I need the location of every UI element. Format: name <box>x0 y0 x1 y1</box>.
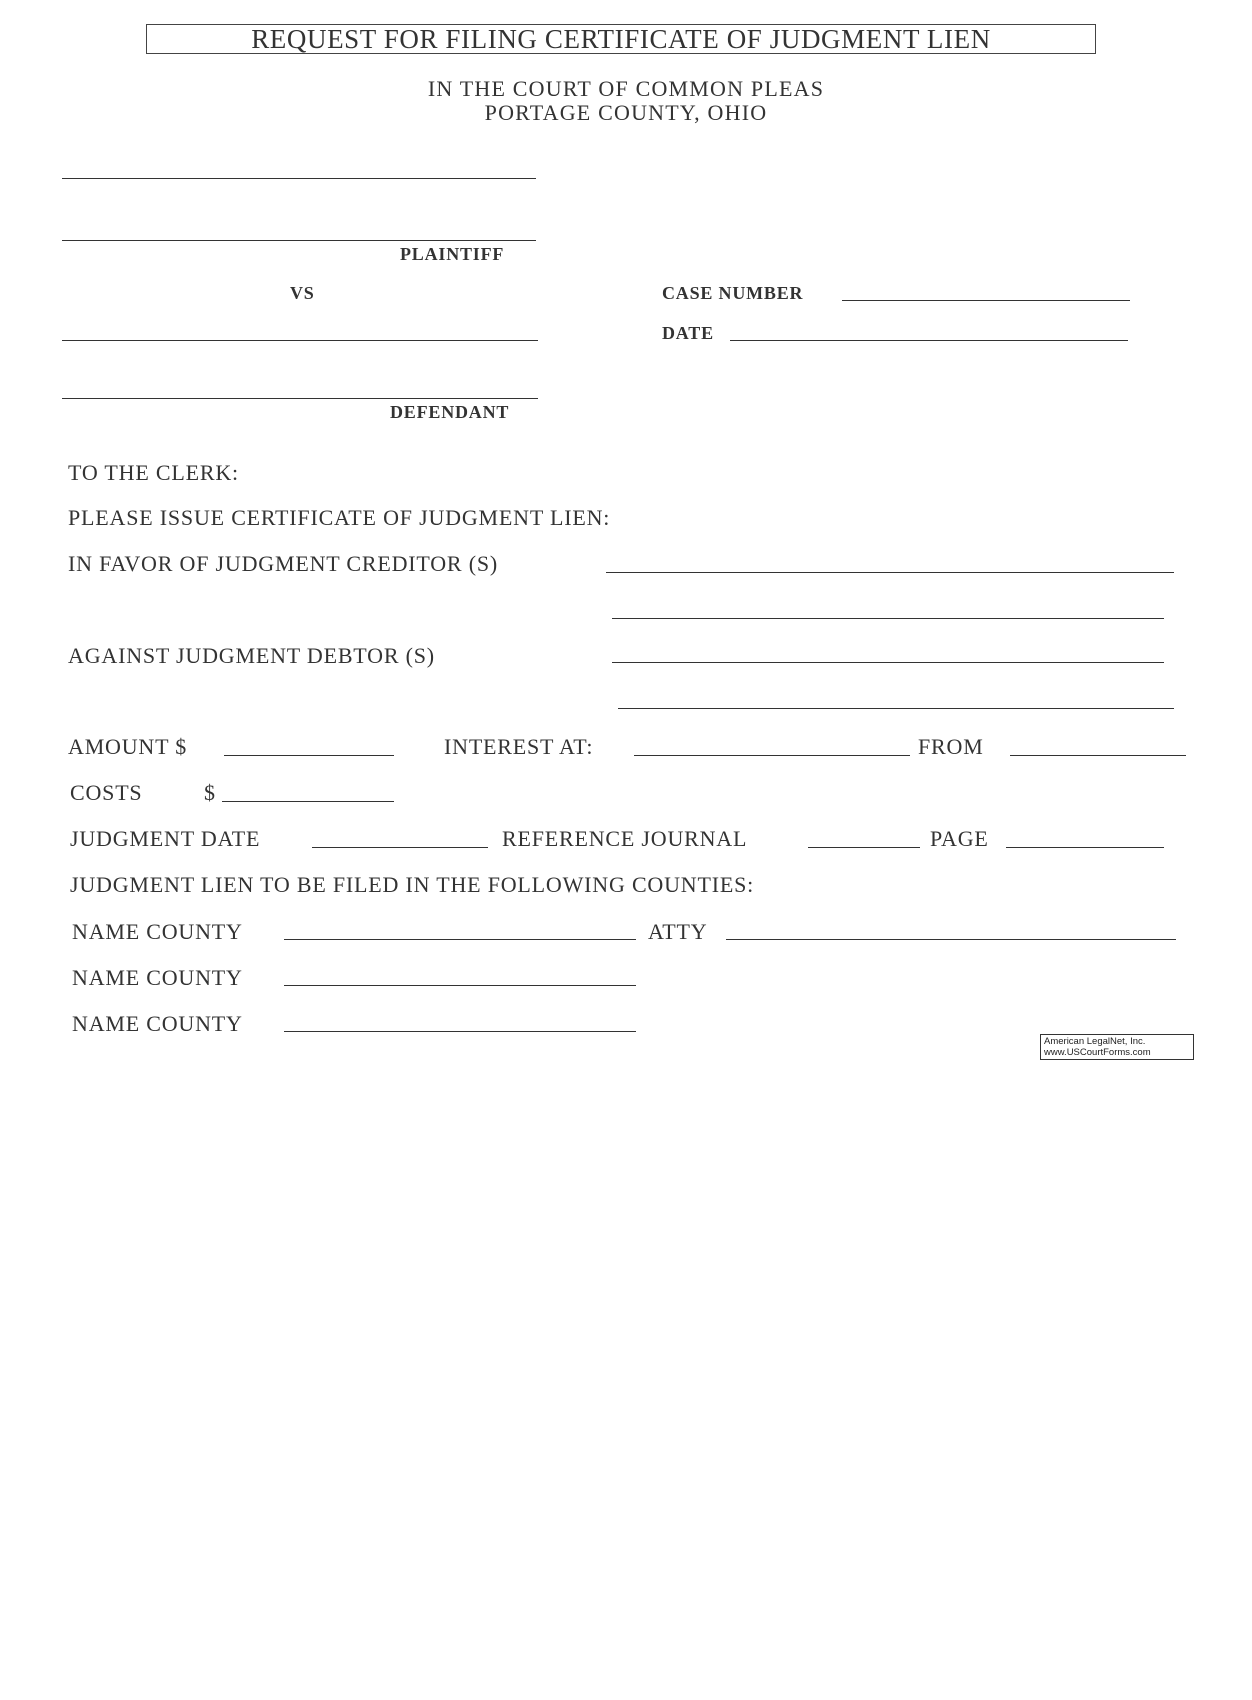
interest-field[interactable] <box>634 755 910 756</box>
case-number-field[interactable] <box>842 300 1130 301</box>
reference-journal-field[interactable] <box>808 847 920 848</box>
name-county-label-3: NAME COUNTY <box>72 1011 243 1036</box>
name-county-field-1[interactable] <box>284 939 636 940</box>
creditor-label: IN FAVOR OF JUDGMENT CREDITOR (S) <box>68 551 498 576</box>
interest-label: INTEREST AT: <box>444 734 594 759</box>
from-label: FROM <box>918 734 984 759</box>
costs-label: COSTS <box>70 780 143 805</box>
court-county: PORTAGE COUNTY, OHIO <box>484 100 768 125</box>
creditor-field-2[interactable] <box>612 618 1164 619</box>
atty-field[interactable] <box>726 939 1176 940</box>
from-field[interactable] <box>1010 755 1186 756</box>
costs-field[interactable] <box>222 801 394 802</box>
please-issue-text: PLEASE ISSUE CERTIFICATE OF JUDGMENT LIEN: <box>68 505 611 530</box>
defendant-label: DEFENDANT <box>390 402 510 422</box>
plaintiff-label: PLAINTIFF <box>400 244 505 264</box>
vs-label: VS <box>290 283 315 303</box>
creditor-field-1[interactable] <box>606 572 1174 573</box>
amount-label: AMOUNT $ <box>68 734 188 759</box>
name-county-label-2: NAME COUNTY <box>72 965 243 990</box>
debtor-field-1[interactable] <box>612 662 1164 663</box>
case-number-label: CASE NUMBER <box>662 283 804 303</box>
publisher-stamp-line1: American LegalNet, Inc. <box>1044 1036 1146 1047</box>
name-county-field-3[interactable] <box>284 1031 636 1032</box>
debtor-field-2[interactable] <box>618 708 1174 709</box>
name-county-field-2[interactable] <box>284 985 636 986</box>
defendant-address-line[interactable] <box>62 398 538 399</box>
date-label: DATE <box>662 323 714 343</box>
debtor-label: AGAINST JUDGMENT DEBTOR (S) <box>68 643 435 668</box>
form-title: REQUEST FOR FILING CERTIFICATE OF JUDGMENT LIEN <box>146 24 1096 54</box>
atty-label: ATTY <box>648 919 708 944</box>
judgment-date-label: JUDGMENT DATE <box>70 826 261 851</box>
name-county-label-1: NAME COUNTY <box>72 919 243 944</box>
publisher-stamp-line2: www.USCourtForms.com <box>1044 1047 1151 1058</box>
plaintiff-name-line[interactable] <box>62 178 536 179</box>
reference-journal-label: REFERENCE JOURNAL <box>502 826 748 851</box>
costs-dollar: $ <box>204 780 216 805</box>
defendant-name-line[interactable] <box>62 340 538 341</box>
court-name: IN THE COURT OF COMMON PLEAS <box>427 76 825 101</box>
publisher-stamp <box>1040 1034 1194 1060</box>
date-field[interactable] <box>730 340 1128 341</box>
judgment-date-field[interactable] <box>312 847 488 848</box>
page-field[interactable] <box>1006 847 1164 848</box>
page-label: PAGE <box>930 826 989 851</box>
to-clerk-text: TO THE CLERK: <box>68 460 239 485</box>
counties-heading: JUDGMENT LIEN TO BE FILED IN THE FOLLOWING COUNTIES: <box>70 872 755 897</box>
plaintiff-address-line[interactable] <box>62 240 536 241</box>
amount-field[interactable] <box>224 755 394 756</box>
